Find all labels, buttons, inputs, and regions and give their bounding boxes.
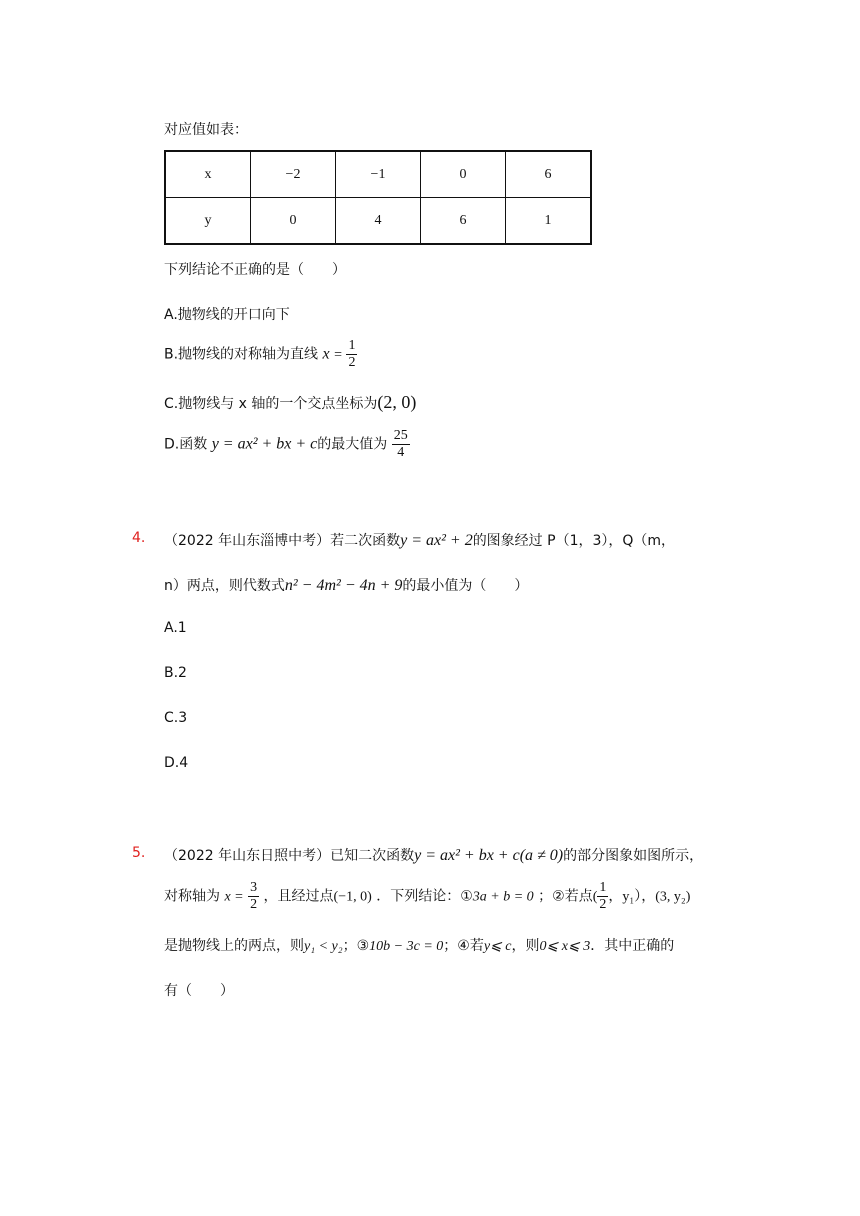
q5-line3-b: ；③ bbox=[342, 938, 370, 954]
q3-c-math: (2, 0) bbox=[377, 392, 417, 412]
q3-b-den: 2 bbox=[348, 355, 356, 370]
table-cell: 1 bbox=[506, 198, 592, 245]
table-cell: −1 bbox=[336, 151, 421, 198]
q3-option-c-text: C.抛物线与 x 轴的一个交点坐标为 bbox=[164, 396, 378, 412]
q5-line1-math: y = ax² + bx + c(a ≠ 0) bbox=[414, 847, 564, 864]
q5-line4: 有（ ） bbox=[164, 983, 234, 999]
q3-option-b bbox=[164, 338, 357, 371]
table-cell: 6 bbox=[421, 198, 506, 245]
q4-line2-a: n）两点，则代数式 bbox=[164, 578, 285, 594]
q4-option-c: C.3 bbox=[164, 710, 188, 726]
value-table bbox=[164, 150, 592, 245]
q5-line2-p-rest: ，y₁），(3, y₂) bbox=[608, 889, 691, 905]
q4-line2-b: 的最小值为（ ） bbox=[402, 578, 529, 594]
q5-line3-c: ；④若 bbox=[443, 938, 484, 954]
q3-d-num: 25 bbox=[393, 428, 408, 443]
q3-option-a: A.抛物线的开口向下 bbox=[164, 307, 290, 323]
q5-line3-m2: 10b − 3c = 0 bbox=[369, 939, 444, 954]
table-row bbox=[165, 198, 591, 245]
q5-line2-var: x = bbox=[224, 889, 244, 905]
q5-line3-m4: 0⩽ x⩽ 3 bbox=[539, 939, 591, 954]
table-cell: −2 bbox=[251, 151, 336, 198]
q5-line2-b: ，且经过点 bbox=[263, 888, 334, 905]
q4-line1-math: y = ax² + 2 bbox=[400, 532, 473, 549]
q5-point-num: 1 bbox=[599, 880, 607, 895]
q5-line3-m3: y⩽ c bbox=[483, 939, 512, 954]
q4-option-d: D.4 bbox=[164, 755, 189, 771]
q3-option-b-text: B.抛物线的对称轴为直线 bbox=[164, 346, 319, 363]
q4-line1-b: 的图象经过 P（1，3），Q（m， bbox=[472, 533, 676, 549]
table-row bbox=[165, 151, 591, 198]
q4-option-a: A.1 bbox=[164, 620, 187, 636]
table-cell: x bbox=[165, 151, 251, 198]
q3-b-fraction bbox=[346, 338, 357, 371]
q5-line2-d: ；②若点 bbox=[538, 888, 593, 905]
q5-axis-num: 3 bbox=[250, 880, 258, 895]
q5-line2-m1: 3a + b = 0 bbox=[472, 889, 534, 905]
q5-line2-a: 对称轴为 bbox=[164, 888, 220, 905]
q4-line1 bbox=[164, 530, 675, 550]
q3-option-d bbox=[164, 428, 410, 461]
q3-option-c bbox=[164, 392, 416, 413]
q4-line2-math: n² − 4m² − 4n + 9 bbox=[284, 577, 403, 594]
q5-point-den: 2 bbox=[599, 897, 607, 912]
q4-line2 bbox=[164, 575, 528, 595]
q5-point-fraction bbox=[597, 880, 608, 913]
q5-line3-e: ．其中正确的 bbox=[590, 938, 675, 954]
q4-option-b: B.2 bbox=[164, 665, 187, 681]
q3-d-den: 4 bbox=[397, 445, 405, 460]
q5-line3-d: ，则 bbox=[511, 938, 540, 954]
q5-line1-b: 的部分图象如图所示， bbox=[563, 848, 704, 864]
q5-axis-den: 2 bbox=[250, 897, 258, 912]
q5-line3-m1: y₁ < y₂ bbox=[304, 939, 343, 954]
q5-line3 bbox=[164, 935, 674, 955]
q5-number: 5. bbox=[132, 845, 146, 861]
q3-d-text2: 的最大值为 bbox=[317, 436, 388, 453]
q5-line2-pt: (−1, 0) bbox=[333, 889, 372, 905]
table-cell: 0 bbox=[251, 198, 336, 245]
q4-number: 4. bbox=[132, 530, 146, 546]
q5-axis-fraction bbox=[248, 880, 259, 913]
q3-b-var: x bbox=[322, 345, 330, 363]
table-cell: 0 bbox=[421, 151, 506, 198]
q5-line2 bbox=[164, 880, 690, 913]
table-intro: 对应值如表： bbox=[164, 122, 248, 138]
table-cell: 4 bbox=[336, 198, 421, 245]
q4-line1-a: （2022 年山东淄博中考）若二次函数 bbox=[164, 533, 401, 549]
q5-line3-a: 是抛物线上的两点，则 bbox=[164, 938, 304, 954]
q3-d-text1: D.函数 bbox=[164, 436, 208, 453]
q5-line2-p-open: ( bbox=[592, 889, 598, 905]
q5-line1 bbox=[164, 845, 703, 865]
q3-b-num: 1 bbox=[348, 338, 356, 353]
q5-line2-c: ．下列结论：① bbox=[376, 888, 473, 905]
q3-stem: 下列结论不正确的是（ ） bbox=[164, 262, 346, 278]
q3-d-math: y = ax² + bx + c bbox=[211, 435, 318, 453]
table-cell: y bbox=[165, 198, 251, 245]
q3-d-fraction bbox=[392, 428, 410, 461]
q5-line1-a: （2022 年山东日照中考）已知二次函数 bbox=[164, 848, 415, 864]
table-cell: 6 bbox=[506, 151, 592, 198]
q3-b-eq: = bbox=[334, 347, 342, 363]
